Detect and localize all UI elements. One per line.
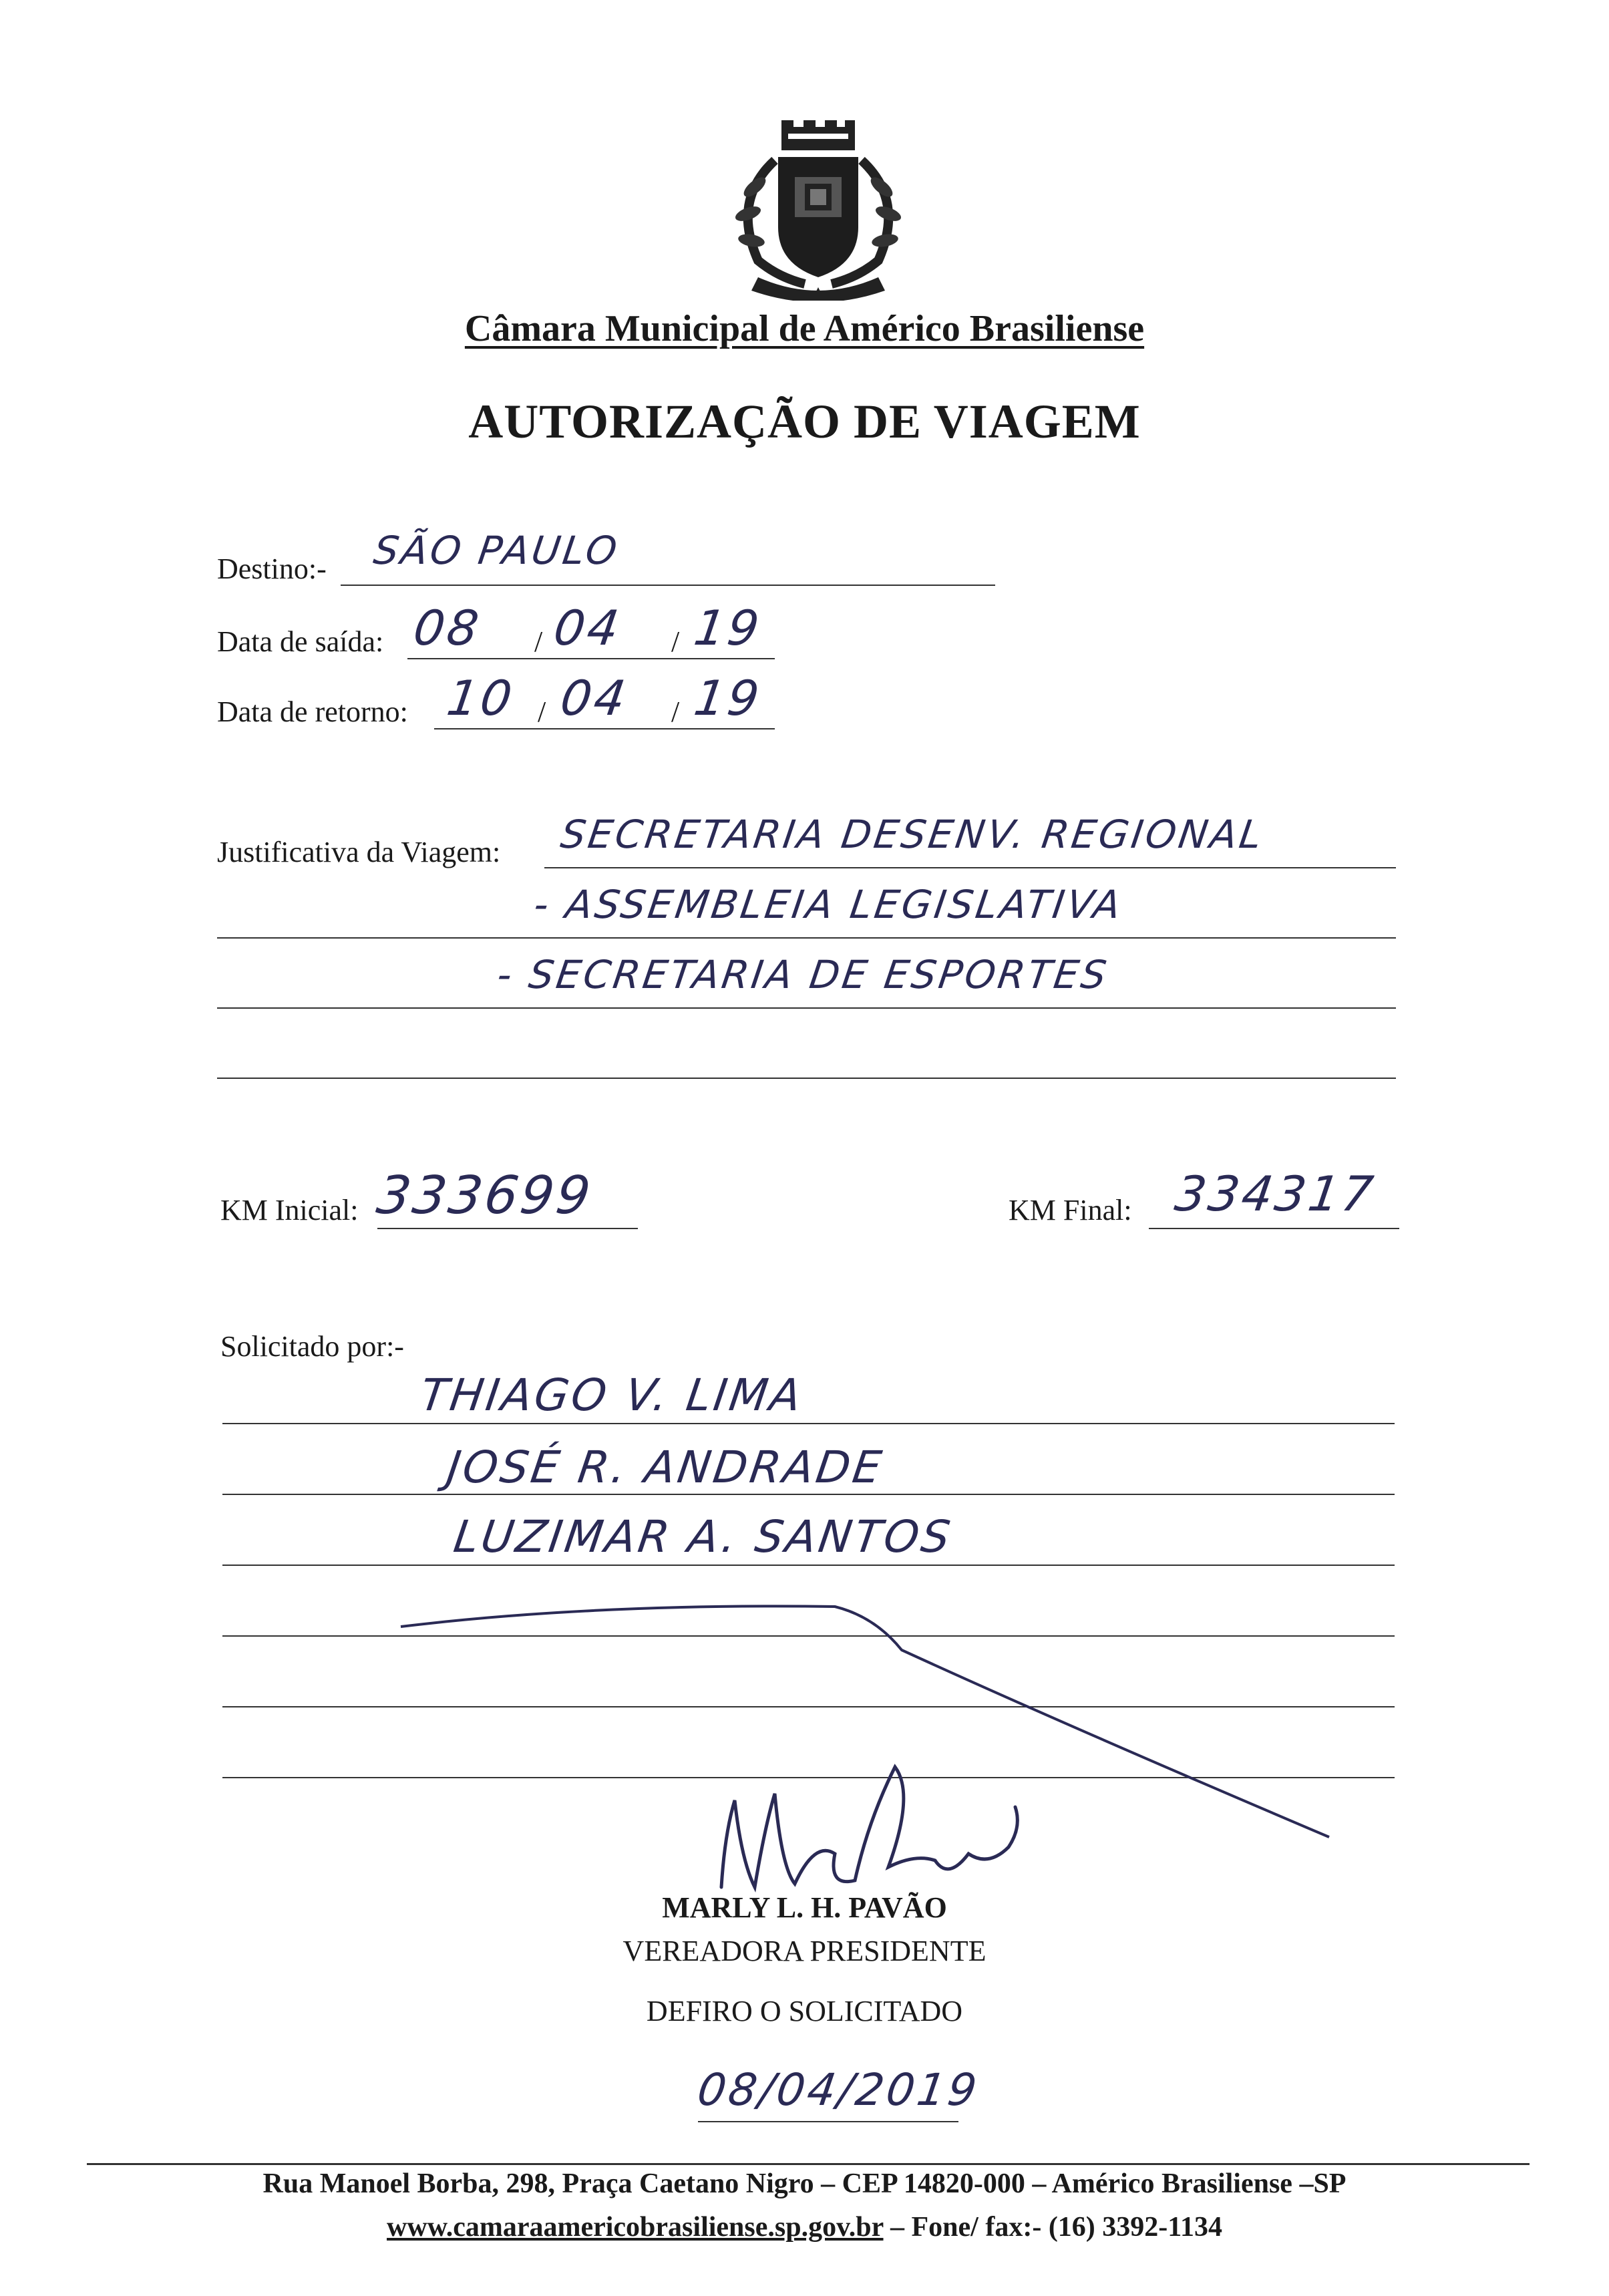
return-day[interactable]: 10 [443,670,518,726]
requester-line-3 [222,1565,1395,1566]
requested-by-label: Solicitado por:- [220,1330,404,1363]
departure-month[interactable]: 04 [550,600,625,656]
return-month[interactable]: 04 [557,670,632,726]
departure-separator-2: / [671,625,680,658]
destination-line [341,585,995,586]
justification-text-1[interactable]: SECRETARIA DESENV. REGIONAL [558,812,1268,857]
return-date-label: Data de retorno: [217,695,408,728]
return-separator-1: / [538,695,546,728]
signature-date-line [698,2121,958,2122]
departure-date-line [407,658,775,659]
footer-phone: – Fone/ fax:- (16) 3392-1134 [883,2212,1222,2243]
justification-line-3 [217,1007,1396,1009]
justification-line-4 [217,1078,1396,1079]
departure-year[interactable]: 19 [691,600,765,656]
requester-line-2 [222,1494,1395,1495]
departure-day[interactable]: 08 [410,600,485,656]
requester-line-1 [222,1423,1395,1424]
destination-value[interactable]: SÃO PAULO [371,528,622,573]
handwritten-signature [695,1754,1042,1914]
decision-text: DEFIRO O SOLICITADO [646,1995,963,2027]
footer-divider [87,2163,1530,2165]
organization-title: Câmara Municipal de Américo Brasiliense [464,308,1145,349]
requester-name-1[interactable]: THIAGO V. LIMA [417,1369,807,1421]
km-initial-line [377,1228,638,1229]
km-initial-value[interactable]: 333699 [373,1166,597,1226]
signatory-name: MARLY L. H. PAVÃO [662,1891,947,1924]
signatory-role: VEREADORA PRESIDENTE [622,1935,987,1967]
km-final-value[interactable]: 334317 [1172,1166,1379,1222]
footer-website-link[interactable]: www.camaraamericobrasiliense.sp.gov.br [387,2212,884,2243]
return-separator-2: / [671,695,680,728]
destination-label: Destino:- [217,552,327,585]
return-date-line [434,728,775,729]
signature-date[interactable]: 08/04/2019 [694,2064,982,2116]
document-title: AUTORIZAÇÃO DE VIAGEM [468,395,1141,448]
justification-label: Justificativa da Viagem: [217,836,501,868]
km-final-label: KM Final: [1009,1194,1132,1226]
departure-separator-1: / [534,625,543,658]
requester-name-2[interactable]: JOSÉ R. ANDRADE [443,1442,888,1493]
km-initial-label: KM Inicial: [220,1194,359,1226]
footer-address: Rua Manoel Borba, 298, Praça Caetano Nigro – CEP 14820-000 – Américo Brasiliense –SP [262,2168,1347,2199]
justification-text-3[interactable]: - SECRETARIA DE ESPORTES [494,952,1112,997]
justification-line-1 [544,867,1396,868]
requester-name-3[interactable]: LUZIMAR A. SANTOS [450,1511,956,1563]
departure-date-label: Data de saída: [217,625,384,658]
justification-line-2 [217,937,1396,939]
km-final-line [1149,1228,1399,1229]
municipal-coat-of-arms-icon [718,120,918,301]
justification-text-2[interactable]: - ASSEMBLEIA LEGISLATIVA [531,882,1126,927]
return-year[interactable]: 19 [691,670,765,726]
footer-contact-line [0,2211,1609,2243]
